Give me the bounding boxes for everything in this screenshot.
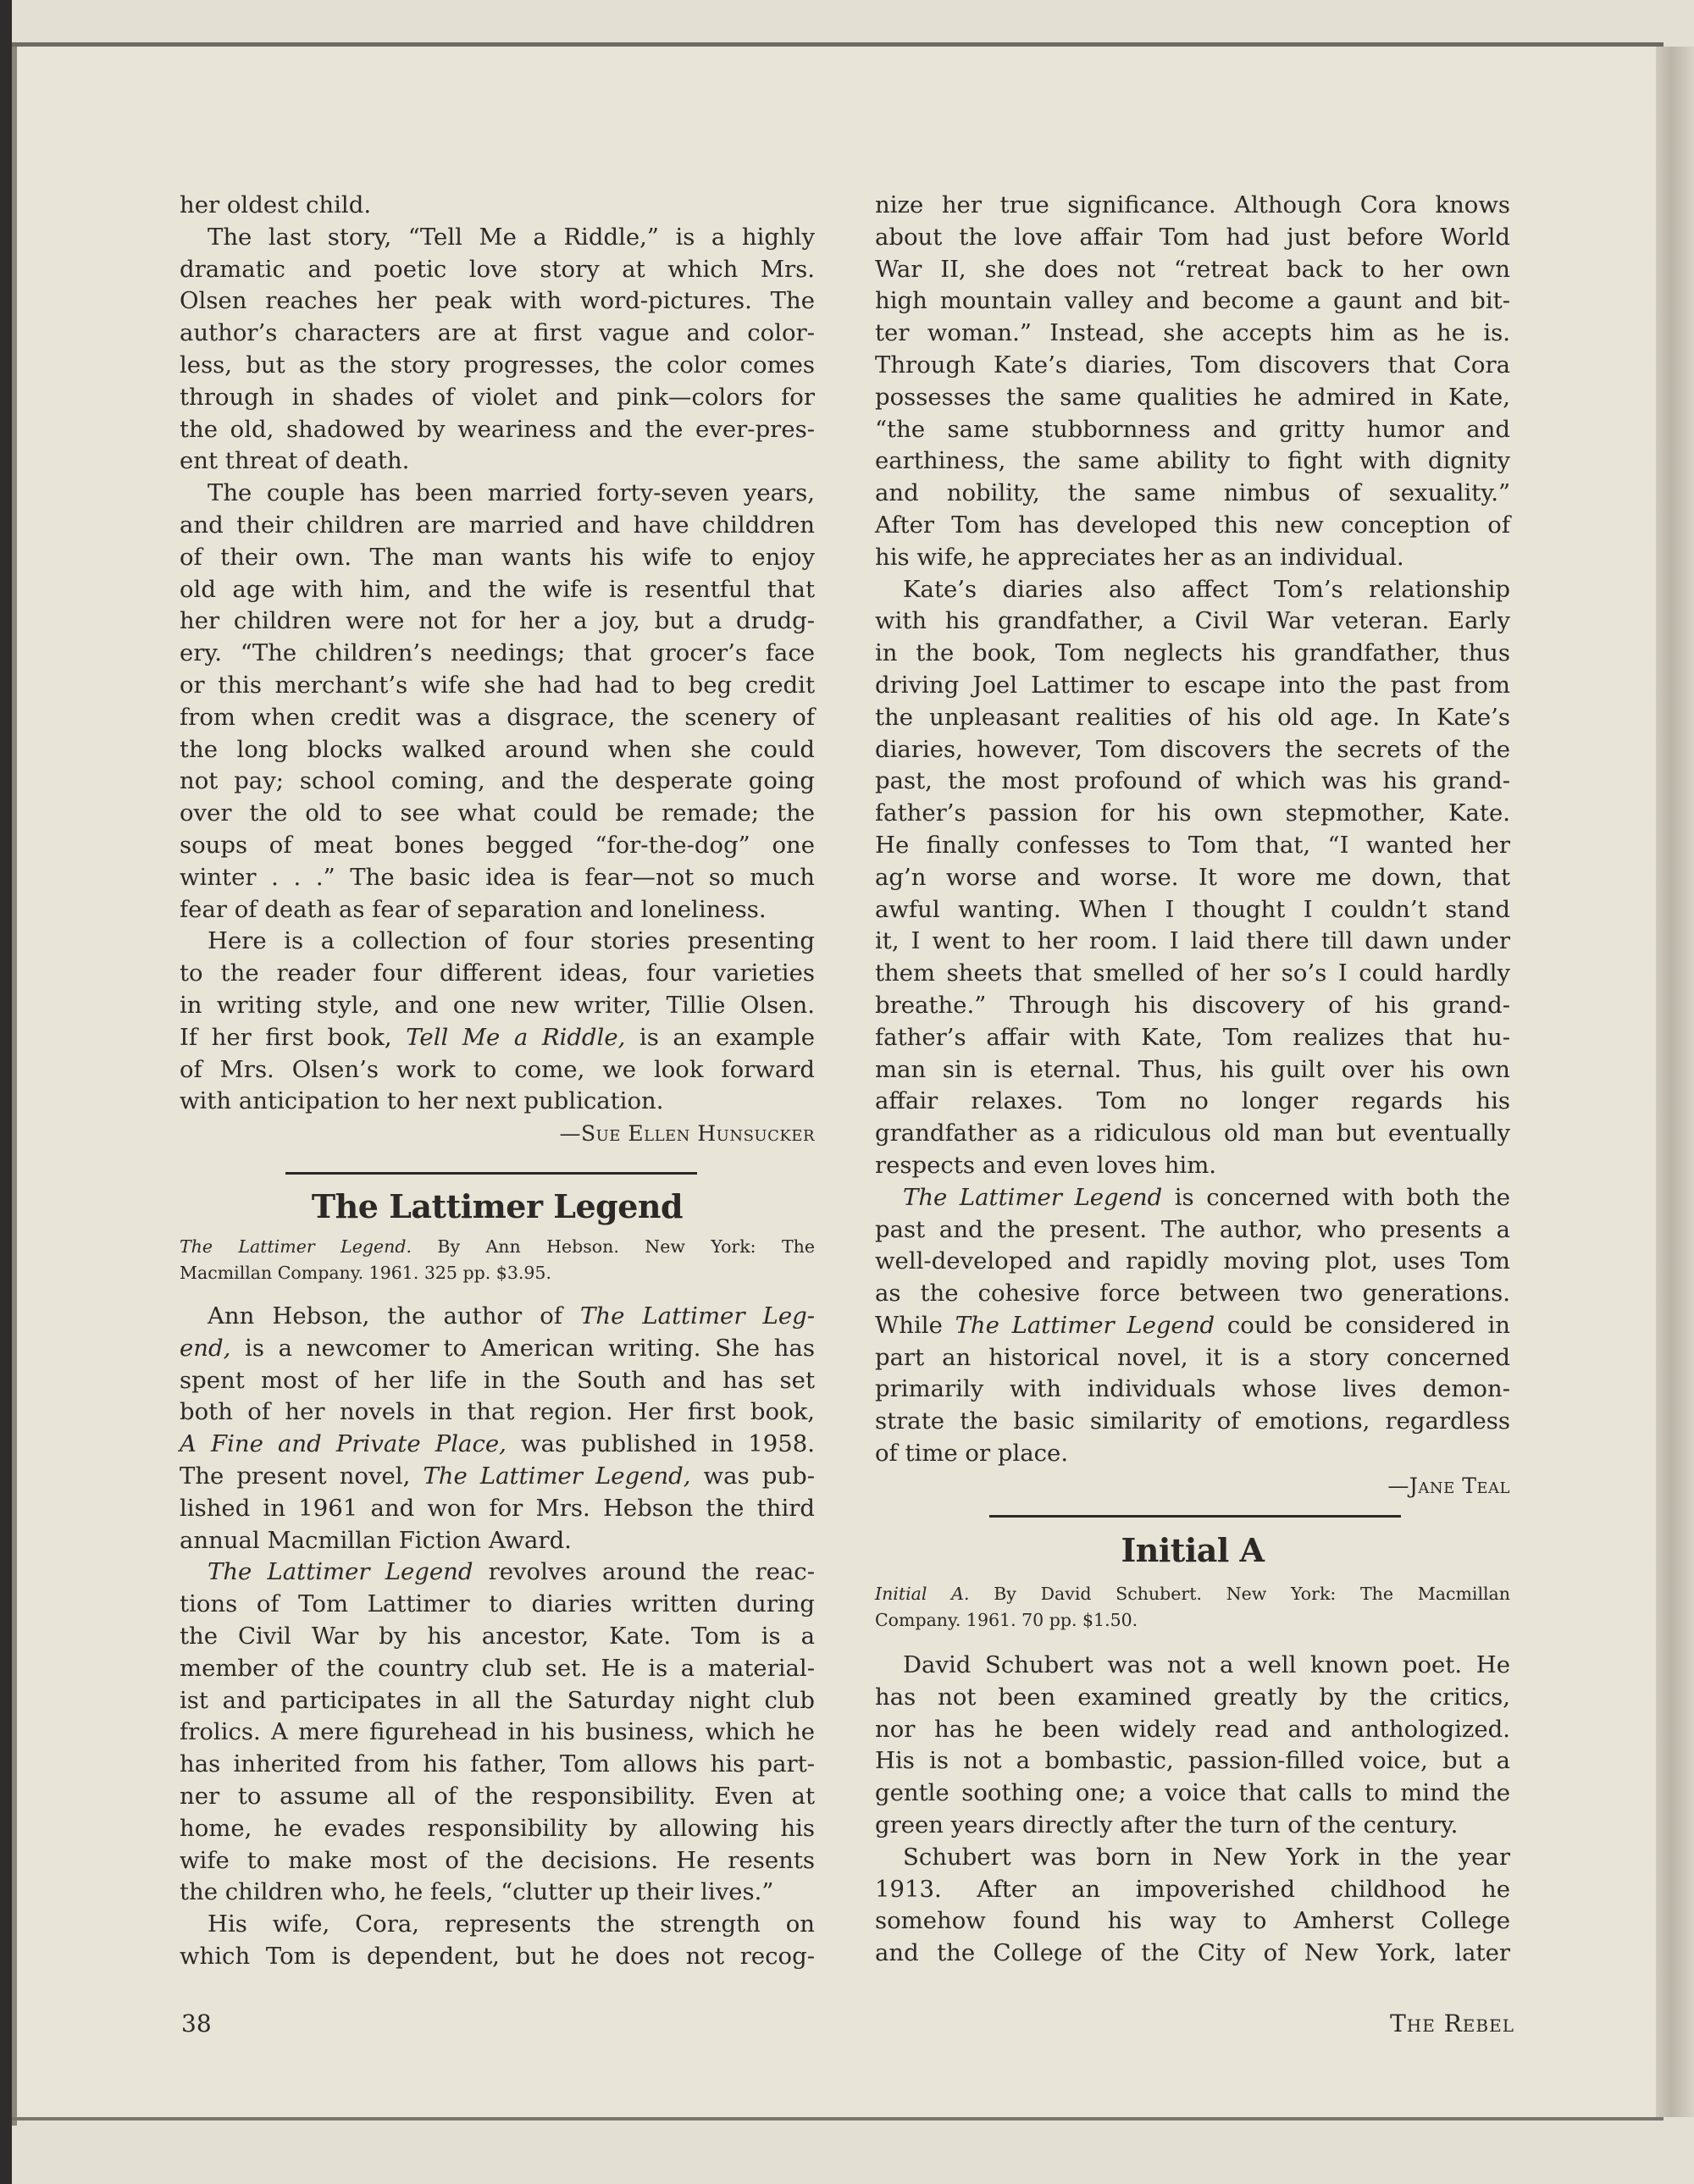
text-line: about the love affair Tom had just before World [875,223,1510,251]
text-line: Olsen reaches her peak with word-pictures. The [180,287,815,315]
text-line: member of the country club set. He is a material- [180,1654,815,1682]
text-line: his wife, he appreciates her as an individual. [875,543,1404,571]
text-line [180,1429,815,1461]
text-line: soups of meat bones begged “for-the-dog” one [180,831,815,859]
text-line: nor has he been widely read and anthologized. [875,1715,1510,1743]
text-line: annual Macmillan Fiction Award. [180,1526,572,1554]
text-line: ery. “The children’s needings; that grocer’s face [180,639,815,667]
text-segment: Macmillan Company. 1961. 325 pp. $3.95. [180,1263,551,1283]
paragraph [180,1909,815,1973]
text-segment: is concerned with both the [1162,1183,1510,1211]
text-line: less, but as the story progresses, the color comes [180,351,815,379]
text-line: 1913. After an impoverished childhood he [875,1875,1510,1903]
paragraph [875,1182,1510,1470]
text-line: or this merchant’s wife she had had to beg credit [180,671,815,699]
italic-title: The Lattimer Legend [903,1183,1163,1211]
text-line: Kate’s diaries also affect Tom’s relationship [903,575,1510,603]
text-line: father’s passion for his own stepmother, Kate. [875,799,1510,827]
text-line: driving Joel Lattimer to escape into the past from [875,671,1510,699]
page-border-left [12,42,17,2126]
text-line: has not been examined greatly by the critics, [875,1683,1510,1711]
text-line: the long blocks walked around when she could [180,735,815,763]
text-segment: While [875,1311,955,1339]
text-line: ag’n worse and worse. It wore me down, that [875,863,1510,891]
paragraph [875,1650,1510,1842]
italic-title: A Fine and Private Place, [180,1430,507,1458]
text-line: over the old to see what could be remade; the [180,799,815,827]
text-line: David Schubert was not a well known poet. He [903,1651,1510,1678]
left-review-end [180,190,815,1150]
text-line: in the book, Tom neglects his grandfather, thus [875,639,1510,667]
left-review-body [180,1301,815,1973]
text-line: the Civil War by his ancestor, Kate. Tom is a [180,1622,815,1650]
text-line: ter woman.” Instead, she accepts him as he is. [875,319,1510,347]
scan-edge-left [0,0,12,2184]
text-line: from when credit was a disgrace, the scenery of [180,703,815,731]
text-line: affair relaxes. Tom no longer regards his [875,1087,1510,1115]
review-title: Initial A [1121,1531,1265,1569]
italic-title: The Lattimer Legend. [180,1236,412,1257]
text-line: not pay; school coming, and the desperate going [180,767,815,795]
text-line: with anticipation to her next publication. [180,1087,664,1115]
text-line: awful wanting. When I thought I couldn’t stand [875,895,1510,923]
page-gutter [1656,47,1694,2117]
text-line: diaries, however, Tom discovers the secrets of the [875,735,1510,763]
text-line: His wife, Cora, represents the strength on [208,1910,815,1938]
paragraph [875,574,1510,1182]
text-line: possesses the same qualities he admired in Kate, [875,383,1510,411]
italic-title: end, [180,1334,231,1362]
text-line: His is not a bombastic, passion-filled voice, but a [875,1747,1510,1775]
text-line: the children who, he feels, “clutter up their lives.” [180,1878,774,1906]
text-segment: was pub- [690,1462,816,1490]
biblio-line [875,1581,1510,1607]
text-line [180,1461,815,1493]
right-review-end [875,190,1510,1502]
text-line: of their own. The man wants his wife to enjoy [180,543,815,571]
text-line: green years directly after the turn of the century. [875,1811,1459,1838]
text-segment: Ann Hebson, the author of [208,1302,581,1330]
text-line: as the cohesive force between two generations. [875,1280,1510,1308]
running-footer: The Rebel [1390,2010,1514,2037]
text-segment: could be considered in [1215,1311,1511,1339]
text-line: them sheets that smelled of her so’s I could hardly [875,959,1510,987]
text-segment: If her first book, [180,1023,407,1051]
section-divider [989,1515,1401,1518]
text-line: grandfather as a ridiculous old man but eventually [875,1120,1510,1147]
text-line: her oldest child. [180,191,372,218]
text-segment: By Ann Hebson. New York: The [411,1236,816,1257]
paragraph [875,1842,1510,1970]
text-line: well-developed and rapidly moving plot, uses Tom [875,1247,1510,1275]
text-line: with his grandfather, a Civil War veteran. Early [875,607,1510,635]
text-line: tions of Tom Lattimer to diaries written during [180,1590,815,1618]
paragraph [180,1301,815,1556]
text-line: spent most of her life in the South and has set [180,1366,815,1394]
text-line: to the reader four different ideas, four varieties [180,959,815,987]
text-line: War II, she does not “retreat back to her own [875,255,1510,283]
section-divider [285,1172,697,1175]
text-line: The couple has been married forty-seven years, [208,479,815,507]
page-border-top [12,42,1664,47]
text-line: strate the basic similarity of emotions, regardless [875,1407,1510,1435]
italic-title: The Lattimer Legend [208,1558,473,1586]
text-line: through in shades of violet and pink—colors for [180,383,815,411]
paragraph [875,190,1510,574]
text-line: has inherited from his father, Tom allows his part- [180,1750,815,1778]
text-line: Through Kate’s diaries, Tom discovers that Cora [875,351,1510,379]
text-line [875,1182,1510,1214]
text-line: breathe.” Through his discovery of his grand- [875,991,1510,1019]
text-line: winter . . .” The basic idea is fear—not so much [180,863,815,891]
text-line: somehow found his way to Amherst College [875,1907,1510,1935]
text-segment: is an example [625,1023,815,1051]
text-line: ent threat of death. [180,447,410,475]
text-line: which Tom is dependent, but he does not recog- [180,1942,815,1970]
text-line: home, he evades responsibility by allowing his [180,1814,815,1842]
reviewer-signature: —Jane Teal [1387,1473,1510,1498]
text-line: and nobility, the same nimbus of sexuality.” [875,479,1510,507]
italic-title: The Lattimer Legend, [423,1462,691,1490]
italic-title: The Lattimer Leg- [580,1302,815,1330]
text-line: and their children are married and have childdren [180,511,815,539]
text-line: earthiness, the same ability to fight with dignity [875,447,1510,475]
text-line: father’s affair with Kate, Tom realizes that hu- [875,1023,1510,1051]
text-segment: was published in 1958. [506,1430,815,1458]
page-number: 38 [181,2010,212,2037]
biblio-line [180,1260,815,1286]
paragraph [180,926,815,1118]
italic-title: The Lattimer Legend [955,1311,1215,1339]
biblio-line [180,1234,815,1260]
text-line: the unpleasant realities of his old age. In Kate’s [875,703,1510,731]
text-line: gentle soothing one; a voice that calls to mind the [875,1779,1510,1807]
text-line: ner to assume all of the responsibility. Even at [180,1782,815,1810]
biblio-line [875,1607,1510,1634]
paragraph [180,1556,815,1909]
reviewer-signature: —Sue Ellen Hunsucker [559,1121,815,1147]
text-line: both of her novels in that region. Her first book, [180,1398,815,1426]
text-line: After Tom has developed this new conception of [875,511,1510,539]
text-line: author’s characters are at first vague and color- [180,319,815,347]
text-line: Schubert was born in New York in the year [903,1843,1510,1871]
text-line: dramatic and poetic love story at which Mrs. [180,255,815,283]
bibliographic-note [875,1581,1510,1634]
text-line: her children were not for her a joy, but a drudg- [180,607,815,635]
text-line: wife to make most of the decisions. He resents [180,1846,815,1874]
text-segment: revolves around the reac- [473,1558,815,1586]
text-line: “the same stubbornness and gritty humor and [875,415,1510,443]
text-line: it, I went to her room. I laid there till dawn under [875,927,1510,955]
text-line: nize her true significance. Although Cora knows [875,191,1510,218]
text-line: the old, shadowed by weariness and the ever-pres- [180,415,815,443]
right-review-body [875,1650,1510,1970]
text-line: fear of death as fear of separation and loneliness. [180,895,767,923]
text-line: past, the most profound of which was his grand- [875,767,1510,795]
text-line: past and the present. The author, who presents a [875,1215,1510,1243]
text-line: of Mrs. Olsen’s work to come, we look forward [180,1055,815,1083]
text-line: and the College of the City of New York, later [875,1939,1510,1967]
text-line: high mountain valley and become a gaunt and bit- [875,287,1510,315]
text-line: Here is a collection of four stories presenting [208,927,815,955]
text-line: lished in 1961 and won for Mrs. Hebson the third [180,1494,815,1522]
text-line [180,1301,815,1333]
paragraph [180,478,815,926]
italic-title: Tell Me a Riddle, [406,1023,626,1051]
text-line: ist and participates in all the Saturday night club [180,1686,815,1714]
review-title: The Lattimer Legend [311,1187,684,1225]
text-line [180,1022,815,1054]
page-border-bottom [12,2117,1664,2120]
text-line: in writing style, and one new writer, Tillie Olsen. [180,991,815,1019]
bibliographic-note [180,1234,815,1286]
text-segment: Company. 1961. 70 pp. $1.50. [875,1610,1138,1630]
text-line [180,1556,815,1589]
text-line: He finally confesses to Tom that, “I wanted her [875,831,1510,859]
text-segment: The present novel, [180,1462,424,1490]
paragraph [180,190,815,222]
text-segment: is a newcomer to American writing. She has [230,1334,815,1362]
text-line [875,1310,1510,1342]
text-line: old age with him, and the wife is resentful that [180,575,815,603]
text-line: respects and even loves him. [875,1151,1217,1179]
text-line: man sin is eternal. Thus, his guilt over his own [875,1055,1510,1083]
text-line: part an historical novel, it is a story concerned [875,1343,1510,1371]
text-line [180,1333,815,1365]
italic-title: Initial A. [875,1584,970,1604]
text-line: The last story, “Tell Me a Riddle,” is a highly [208,223,815,251]
text-line: frolics. A mere figurehead in his business, which he [180,1718,815,1746]
text-line: of time or place. [875,1440,1069,1468]
text-segment: By David Schubert. New York: The Macmillan [969,1584,1510,1604]
text-line: primarily with individuals whose lives demon- [875,1375,1510,1403]
paragraph [180,222,815,478]
